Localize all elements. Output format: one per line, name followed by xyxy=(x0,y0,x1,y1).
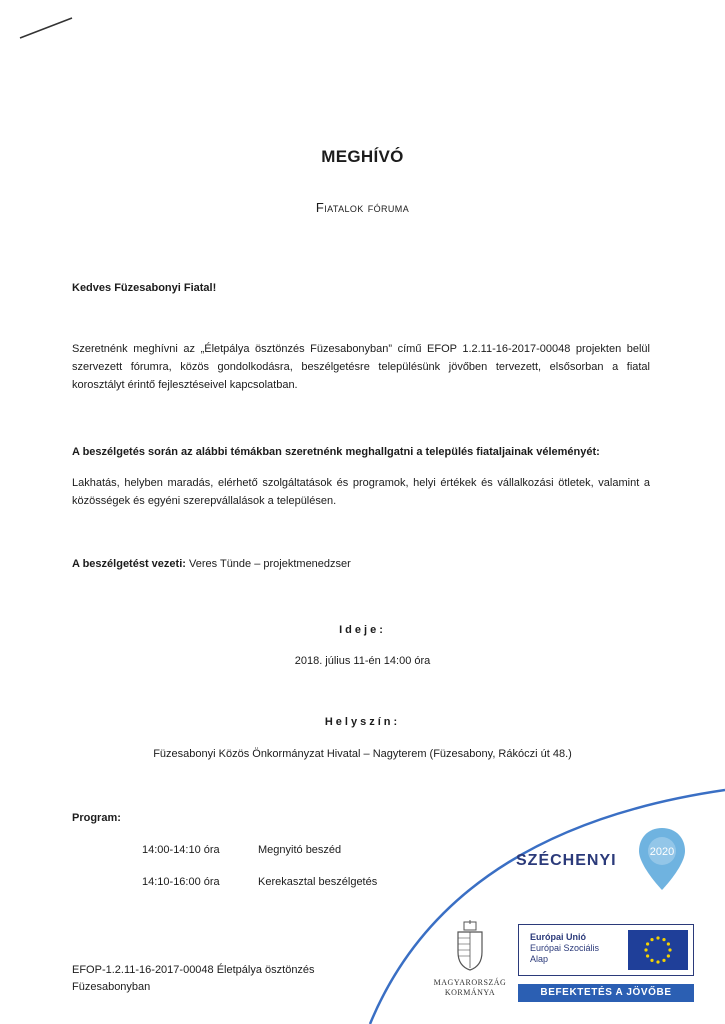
leader-line xyxy=(72,558,351,570)
coat-of-arms-icon xyxy=(452,920,488,972)
eu-star-icon xyxy=(650,938,653,941)
szechenyi-logo-text: SZÉCHENYI xyxy=(516,852,617,869)
eu-line: Európai Unió xyxy=(530,932,586,942)
topics-paragraph: Lakhatás, helyben maradás, elérhető szolgáltatások és programok, helyi értékek és vállalkozási ötletek, valamint a közösségek és egyéni szerepvállalások a településen. xyxy=(72,477,650,507)
eu-star-icon xyxy=(667,942,670,945)
program-item: Kerekasztal beszélgetés xyxy=(258,876,378,888)
greeting: Kedves Füzesabonyi Fiatal! xyxy=(72,282,217,294)
leader-label: A beszélgetést vezeti: xyxy=(72,558,186,570)
venue-value: Füzesabonyi Közös Önkormányzat Hivatal – Nagyterem (Füzesabony, Rákóczi út 48.) xyxy=(153,748,572,760)
footer-line: EFOP-1.2.11-16-2017-00048 Életpálya ösztönzés xyxy=(72,964,315,976)
eu-logo-text xyxy=(530,932,599,965)
leader-value: Veres Tünde – projektmenedzser xyxy=(188,558,351,570)
page-title: MEGHÍVÓ xyxy=(321,147,404,166)
eu-line: Európai Szociális xyxy=(530,943,600,953)
invest-banner: BEFEKTETÉS A JÖVŐBE xyxy=(518,984,694,1002)
gov-line: MAGYARORSZÁG xyxy=(433,978,507,987)
program-label: Program: xyxy=(72,812,121,824)
footer-project-reference xyxy=(72,962,392,996)
eu-star-icon xyxy=(644,948,647,951)
gov-line: KORMÁNYA xyxy=(444,988,496,997)
eu-star-icon xyxy=(662,938,665,941)
program-item: Megnyitó beszéd xyxy=(258,844,342,856)
eu-star-icon xyxy=(668,948,671,951)
government-logo-text xyxy=(426,978,514,998)
eu-star-icon xyxy=(650,959,653,962)
eu-star-icon xyxy=(662,959,665,962)
venue-label: Helyszín: xyxy=(324,716,401,728)
eu-flag-icon xyxy=(628,930,688,970)
pen-mark-icon xyxy=(18,14,76,42)
time-label: Ideje: xyxy=(339,624,386,636)
time-value: 2018. július 11-én 14:00 óra xyxy=(294,655,431,667)
program-time: 14:00-14:10 óra xyxy=(142,844,220,856)
eu-star-icon xyxy=(646,942,649,945)
topics-heading: A beszélgetés során az alábbi témákban szeretnénk meghallgatni a település fiataljainak véleményét: xyxy=(72,446,600,458)
program-time: 14:10-16:00 óra xyxy=(142,876,220,888)
eu-star-icon xyxy=(646,954,649,957)
eu-star-icon xyxy=(656,936,659,939)
szechenyi-year: 2020 xyxy=(649,846,675,858)
eu-star-icon xyxy=(656,960,659,963)
page-subtitle: Fiatalok fóruma xyxy=(315,200,410,215)
szechenyi-pin-icon xyxy=(636,826,688,894)
footer-line: Füzesabonyban xyxy=(72,981,151,993)
intro-paragraph: Szeretnénk meghívni az „Életpálya ösztönzés Füzesabonyban” című EFOP 1.2.11-16-2017-00048 projekten belül szervezett fórumra, közös gondolkodásra, beszélgetésre településünk jövőben tervezett, elsősorban a fiatal korosztályt érintő fejlesztéseivel kapcsolatban. xyxy=(72,343,650,391)
eu-star-icon xyxy=(667,954,670,957)
eu-line: Alap xyxy=(530,954,549,964)
